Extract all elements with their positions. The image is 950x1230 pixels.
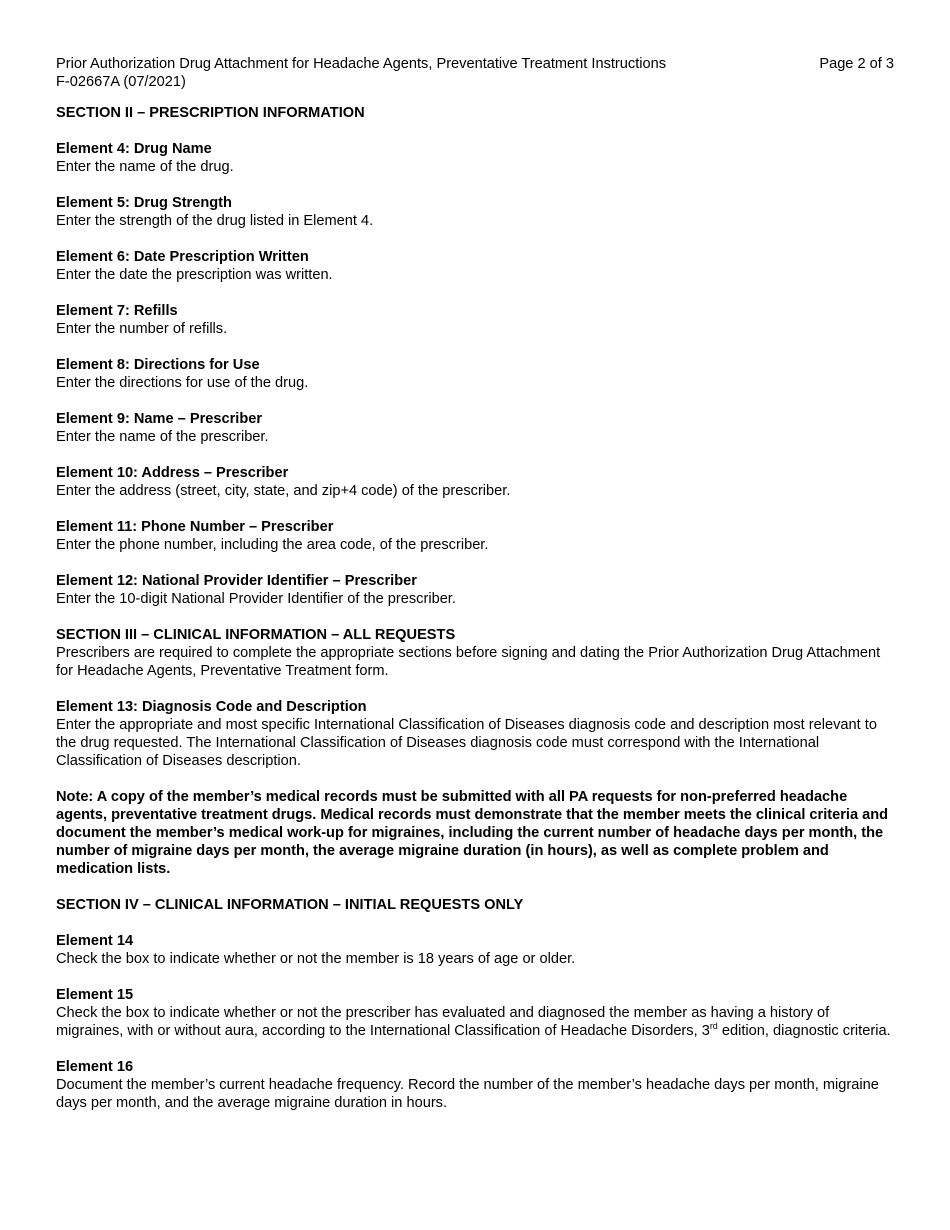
section-3 — [56, 626, 894, 680]
element-text: Check the box to indicate whether or not the member is 18 years of age or older. — [56, 951, 576, 967]
element-text: Enter the directions for use of the drug. — [56, 375, 309, 391]
element-text: Enter the name of the prescriber. — [56, 429, 269, 445]
element-10 — [56, 464, 894, 500]
element-text: Enter the 10-digit National Provider Identifier of the prescriber. — [56, 591, 456, 607]
element-title: Element 4: Drug Name — [56, 141, 212, 157]
element-13 — [56, 698, 894, 770]
element-12 — [56, 572, 894, 608]
element-title: Element 7: Refills — [56, 303, 178, 319]
element-15 — [56, 986, 894, 1040]
section-3-intro: Prescribers are required to complete the appropriate sections before signing and dating the Prior Authorization Drug Attachment for Headache Agents, Preventative Treatment form. — [56, 645, 881, 679]
element-11 — [56, 518, 894, 554]
element-title: Element 5: Drug Strength — [56, 195, 232, 211]
element-text: Enter the number of refills. — [56, 321, 228, 337]
ordinal-suffix: rd — [709, 1021, 718, 1032]
element-title: Element 13: Diagnosis Code and Description — [56, 699, 367, 715]
element-text: Document the member’s current headache frequency. Record the number of the member’s headache days per month, migraine days per month, and the average migraine duration in hours. — [56, 1077, 879, 1111]
element-7 — [56, 302, 894, 338]
element-15-text-b: edition, diagnostic criteria. — [717, 1023, 891, 1039]
element-text: Enter the address (street, city, state, and zip+4 code) of the prescriber. — [56, 483, 511, 499]
element-title: Element 8: Directions for Use — [56, 357, 260, 373]
element-text — [56, 1004, 894, 1040]
element-title: Element 11: Phone Number – Prescriber — [56, 519, 334, 535]
element-9 — [56, 410, 894, 446]
element-15-text-a: Check the box to indicate whether or not the prescriber has evaluated and diagnosed the member as having a history of migraines, with or without aura, according to the International Classification of Headache Disorders, 3 — [56, 1005, 830, 1039]
element-title: Element 14 — [56, 933, 134, 949]
element-text: Enter the strength of the drug listed in Element 4. — [56, 213, 374, 229]
element-title: Element 10: Address – Prescriber — [56, 465, 289, 481]
element-16 — [56, 1058, 894, 1112]
section-4-heading: SECTION IV – CLINICAL INFORMATION – INITIAL REQUESTS ONLY — [56, 897, 524, 913]
element-4 — [56, 140, 894, 176]
element-text: Enter the phone number, including the area code, of the prescriber. — [56, 537, 489, 553]
page-header — [56, 55, 894, 91]
form-id: F-02667A (07/2021) — [56, 74, 186, 90]
document-body — [56, 104, 894, 1130]
element-6 — [56, 248, 894, 284]
element-title: Element 6: Date Prescription Written — [56, 249, 309, 265]
element-5 — [56, 194, 894, 230]
element-8 — [56, 356, 894, 392]
element-text: Enter the name of the drug. — [56, 159, 234, 175]
element-title: Element 15 — [56, 987, 134, 1003]
section-2-heading: SECTION II – PRESCRIPTION INFORMATION — [56, 105, 365, 121]
element-text: Enter the appropriate and most specific International Classification of Diseases diagnosis code and description most relevant to the drug requested. The International Classification of Diseases diagnosis code must correspond with the International Classification of Diseases description. — [56, 717, 877, 769]
element-text: Enter the date the prescription was written. — [56, 267, 333, 283]
element-title: Element 12: National Provider Identifier – Prescriber — [56, 573, 417, 589]
section-3-heading: SECTION III – CLINICAL INFORMATION – ALL REQUESTS — [56, 627, 456, 643]
medical-records-note: Note: A copy of the member’s medical records must be submitted with all PA requests for non-preferred headache agents, preventative treatment drugs. Medical records must demonstrate that the member meets the clinical criteria and document the member’s medical work-up for migraines, including the current number of headache days per month, the number of migraine days per month, the average migraine duration (in hours), as well as complete problem and medication lists. — [56, 789, 889, 877]
document-title: Prior Authorization Drug Attachment for Headache Agents, Preventative Treatment Instructions — [56, 56, 667, 72]
element-title: Element 16 — [56, 1059, 134, 1075]
page-number: Page 2 of 3 — [819, 56, 894, 72]
element-title: Element 9: Name – Prescriber — [56, 411, 263, 427]
element-14 — [56, 932, 894, 968]
